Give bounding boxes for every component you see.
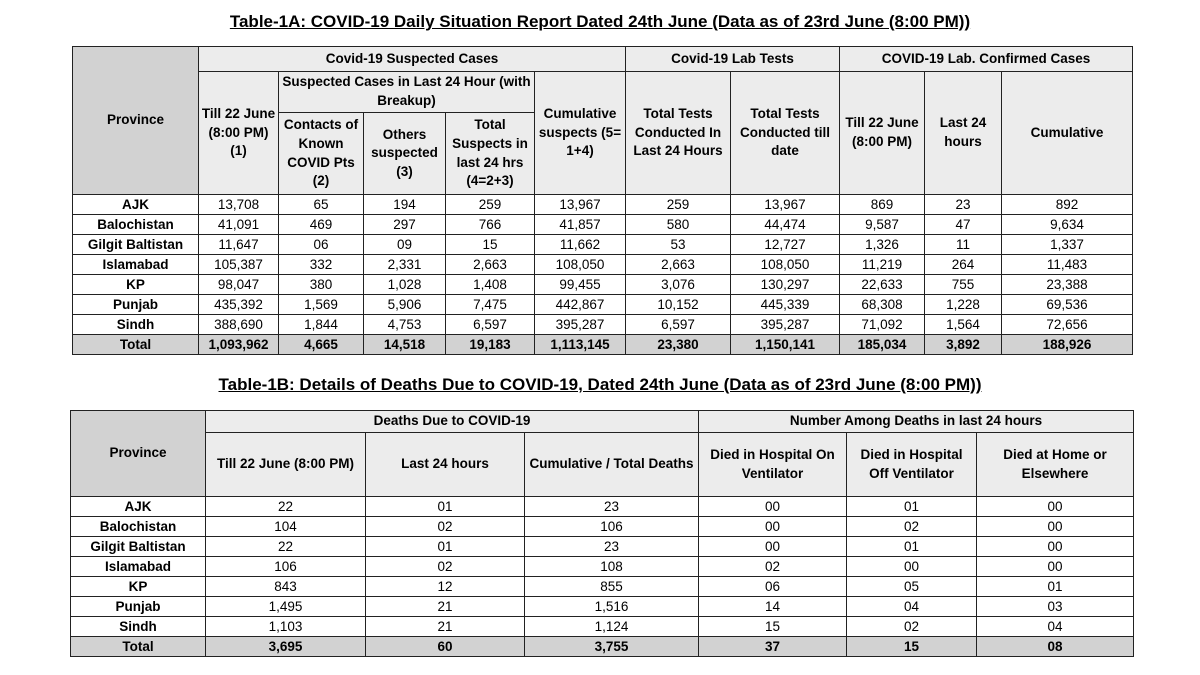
value-cell: 1,326: [840, 235, 925, 255]
value-cell: 12,727: [731, 235, 840, 255]
col-tests-till-header: Total Tests Conducted till date: [731, 72, 840, 195]
value-cell: 15: [699, 617, 847, 637]
group-among-deaths-header: Number Among Deaths in last 24 hours: [699, 411, 1134, 433]
value-cell: 72,656: [1002, 315, 1133, 335]
value-cell: 44,474: [731, 215, 840, 235]
value-cell: 194: [364, 195, 446, 215]
table-row: [71, 577, 1134, 597]
value-cell: 108,050: [535, 255, 626, 275]
value-cell: 13,967: [535, 195, 626, 215]
value-cell: 766: [446, 215, 535, 235]
col-cumulative-header: Cumulative / Total Deaths: [525, 433, 699, 497]
value-cell: 2,663: [626, 255, 731, 275]
value-cell: 395,287: [731, 315, 840, 335]
value-cell: 68,308: [840, 295, 925, 315]
value-cell: 106: [206, 557, 366, 577]
value-cell: 02: [699, 557, 847, 577]
total-row: [73, 335, 1133, 355]
value-cell: 1,569: [279, 295, 364, 315]
table-row: [71, 557, 1134, 577]
value-cell: 99,455: [535, 275, 626, 295]
value-cell: 130,297: [731, 275, 840, 295]
value-cell: 05: [847, 577, 977, 597]
total-value-cell: 14,518: [364, 335, 446, 355]
value-cell: 442,867: [535, 295, 626, 315]
value-cell: 388,690: [199, 315, 279, 335]
value-cell: 11,219: [840, 255, 925, 275]
value-cell: 53: [626, 235, 731, 255]
value-cell: 297: [364, 215, 446, 235]
value-cell: 41,091: [199, 215, 279, 235]
value-cell: 04: [977, 617, 1134, 637]
value-cell: 9,634: [1002, 215, 1133, 235]
value-cell: 14: [699, 597, 847, 617]
total-value-cell: 3,695: [206, 637, 366, 657]
province-cell: Gilgit Baltistan: [73, 235, 199, 255]
value-cell: 2,663: [446, 255, 535, 275]
value-cell: 65: [279, 195, 364, 215]
value-cell: 00: [977, 517, 1134, 537]
table-1a-title: Table-1A: COVID-19 Daily Situation Report Dated 24th June (Data as of 23rd June (8:00 PM)): [229, 12, 971, 31]
value-cell: 23: [525, 497, 699, 517]
table-row: [71, 617, 1134, 637]
value-cell: 13,708: [199, 195, 279, 215]
value-cell: 843: [206, 577, 366, 597]
group-deaths-header: Deaths Due to COVID-19: [206, 411, 699, 433]
group-confirmed-header: COVID-19 Lab. Confirmed Cases: [840, 47, 1133, 72]
province-cell: Balochistan: [73, 215, 199, 235]
value-cell: 332: [279, 255, 364, 275]
total-value-cell: 23,380: [626, 335, 731, 355]
value-cell: 435,392: [199, 295, 279, 315]
table-row: [73, 255, 1133, 275]
table-1b: [70, 410, 1134, 657]
value-cell: 1,495: [206, 597, 366, 617]
province-cell: KP: [73, 275, 199, 295]
col-others-header: Others suspected (3): [364, 113, 446, 195]
value-cell: 00: [977, 557, 1134, 577]
col-confirmed-cumulative-header: Cumulative: [1002, 72, 1133, 195]
table-row: [73, 195, 1133, 215]
province-cell: Punjab: [73, 295, 199, 315]
col-province-header: Province: [71, 411, 206, 497]
value-cell: 01: [366, 537, 525, 557]
value-cell: 469: [279, 215, 364, 235]
value-cell: 21: [366, 617, 525, 637]
value-cell: 395,287: [535, 315, 626, 335]
value-cell: 5,906: [364, 295, 446, 315]
table-row: [73, 295, 1133, 315]
value-cell: 23,388: [1002, 275, 1133, 295]
col-off-ventilator-header: Died in Hospital Off Ventilator: [847, 433, 977, 497]
col-last24-header: Last 24 hours: [366, 433, 525, 497]
value-cell: 106: [525, 517, 699, 537]
value-cell: 47: [925, 215, 1002, 235]
value-cell: 21: [366, 597, 525, 617]
value-cell: 41,857: [535, 215, 626, 235]
province-cell: Gilgit Baltistan: [71, 537, 206, 557]
value-cell: 1,516: [525, 597, 699, 617]
table-row: [73, 315, 1133, 335]
value-cell: 02: [366, 517, 525, 537]
value-cell: 755: [925, 275, 1002, 295]
group-lab-tests-header: Covid-19 Lab Tests: [626, 47, 840, 72]
total-value-cell: 1,150,141: [731, 335, 840, 355]
col-confirmed-last24-header: Last 24 hours: [925, 72, 1002, 195]
value-cell: 2,331: [364, 255, 446, 275]
value-cell: 380: [279, 275, 364, 295]
value-cell: 11,483: [1002, 255, 1133, 275]
value-cell: 3,076: [626, 275, 731, 295]
value-cell: 03: [977, 597, 1134, 617]
table-row: [73, 235, 1133, 255]
total-value-cell: 19,183: [446, 335, 535, 355]
value-cell: 892: [1002, 195, 1133, 215]
value-cell: 1,337: [1002, 235, 1133, 255]
total-value-cell: 15: [847, 637, 977, 657]
value-cell: 1,844: [279, 315, 364, 335]
value-cell: 06: [699, 577, 847, 597]
total-value-cell: 3,892: [925, 335, 1002, 355]
value-cell: 1,028: [364, 275, 446, 295]
value-cell: 259: [626, 195, 731, 215]
total-label-cell: Total: [71, 637, 206, 657]
total-value-cell: 4,665: [279, 335, 364, 355]
col-cumulative-suspects-header: Cumulative suspects (5= 1+4): [535, 72, 626, 195]
province-cell: Punjab: [71, 597, 206, 617]
value-cell: 00: [699, 497, 847, 517]
total-value-cell: 37: [699, 637, 847, 657]
value-cell: 1,228: [925, 295, 1002, 315]
value-cell: 22: [206, 497, 366, 517]
value-cell: 4,753: [364, 315, 446, 335]
subgroup-last24-header: Suspected Cases in Last 24 Hour (with Breakup): [279, 72, 535, 113]
province-cell: Sindh: [73, 315, 199, 335]
value-cell: 6,597: [446, 315, 535, 335]
total-row: [71, 637, 1134, 657]
value-cell: 02: [847, 617, 977, 637]
value-cell: 7,475: [446, 295, 535, 315]
table-row: [71, 597, 1134, 617]
province-cell: AJK: [71, 497, 206, 517]
col-home-header: Died at Home or Elsewhere: [977, 433, 1134, 497]
value-cell: 1,103: [206, 617, 366, 637]
value-cell: 264: [925, 255, 1002, 275]
total-value-cell: 1,113,145: [535, 335, 626, 355]
value-cell: 580: [626, 215, 731, 235]
table-row: [71, 497, 1134, 517]
value-cell: 02: [366, 557, 525, 577]
value-cell: 108,050: [731, 255, 840, 275]
value-cell: 22,633: [840, 275, 925, 295]
value-cell: 10,152: [626, 295, 731, 315]
province-cell: AJK: [73, 195, 199, 215]
table-row: [73, 215, 1133, 235]
value-cell: 23: [925, 195, 1002, 215]
value-cell: 108: [525, 557, 699, 577]
table-1a: [72, 46, 1133, 355]
value-cell: 00: [977, 497, 1134, 517]
province-cell: Sindh: [71, 617, 206, 637]
value-cell: 11: [925, 235, 1002, 255]
value-cell: 1,408: [446, 275, 535, 295]
value-cell: 104: [206, 517, 366, 537]
col-total-suspects-header: Total Suspects in last 24 hrs (4=2+3): [446, 113, 535, 195]
value-cell: 01: [366, 497, 525, 517]
value-cell: 9,587: [840, 215, 925, 235]
group-suspected-header: Covid-19 Suspected Cases: [199, 47, 626, 72]
total-value-cell: 60: [366, 637, 525, 657]
value-cell: 01: [847, 497, 977, 517]
col-till22-header: Till 22 June (8:00 PM): [206, 433, 366, 497]
value-cell: 23: [525, 537, 699, 557]
value-cell: 69,536: [1002, 295, 1133, 315]
value-cell: 15: [446, 235, 535, 255]
value-cell: 6,597: [626, 315, 731, 335]
value-cell: 00: [847, 557, 977, 577]
value-cell: 13,967: [731, 195, 840, 215]
total-value-cell: 188,926: [1002, 335, 1133, 355]
value-cell: 01: [847, 537, 977, 557]
value-cell: 02: [847, 517, 977, 537]
province-cell: Balochistan: [71, 517, 206, 537]
col-till22-header: Till 22 June (8:00 PM) (1): [199, 72, 279, 195]
value-cell: 11,647: [199, 235, 279, 255]
value-cell: 00: [977, 537, 1134, 557]
table-row: [71, 537, 1134, 557]
col-contacts-header: Contacts of Known COVID Pts (2): [279, 113, 364, 195]
value-cell: 12: [366, 577, 525, 597]
value-cell: 71,092: [840, 315, 925, 335]
table-row: [71, 517, 1134, 537]
value-cell: 00: [699, 537, 847, 557]
col-confirmed-till22-header: Till 22 June (8:00 PM): [840, 72, 925, 195]
province-cell: Islamabad: [71, 557, 206, 577]
value-cell: 04: [847, 597, 977, 617]
value-cell: 259: [446, 195, 535, 215]
value-cell: 105,387: [199, 255, 279, 275]
col-tests-24h-header: Total Tests Conducted In Last 24 Hours: [626, 72, 731, 195]
value-cell: 855: [525, 577, 699, 597]
total-value-cell: 185,034: [840, 335, 925, 355]
value-cell: 445,339: [731, 295, 840, 315]
province-cell: Islamabad: [73, 255, 199, 275]
value-cell: 1,124: [525, 617, 699, 637]
total-value-cell: 3,755: [525, 637, 699, 657]
value-cell: 98,047: [199, 275, 279, 295]
value-cell: 11,662: [535, 235, 626, 255]
col-province-header: Province: [73, 47, 199, 195]
table-1b-title: Table-1B: Details of Deaths Due to COVID-19, Dated 24th June (Data as of 23rd June (8:00 PM)): [218, 375, 982, 394]
value-cell: 00: [699, 517, 847, 537]
province-cell: KP: [71, 577, 206, 597]
value-cell: 1,564: [925, 315, 1002, 335]
value-cell: 06: [279, 235, 364, 255]
value-cell: 01: [977, 577, 1134, 597]
col-on-ventilator-header: Died in Hospital On Ventilator: [699, 433, 847, 497]
table-row: [73, 275, 1133, 295]
value-cell: 869: [840, 195, 925, 215]
value-cell: 09: [364, 235, 446, 255]
value-cell: 22: [206, 537, 366, 557]
total-value-cell: 08: [977, 637, 1134, 657]
total-value-cell: 1,093,962: [199, 335, 279, 355]
total-label-cell: Total: [73, 335, 199, 355]
